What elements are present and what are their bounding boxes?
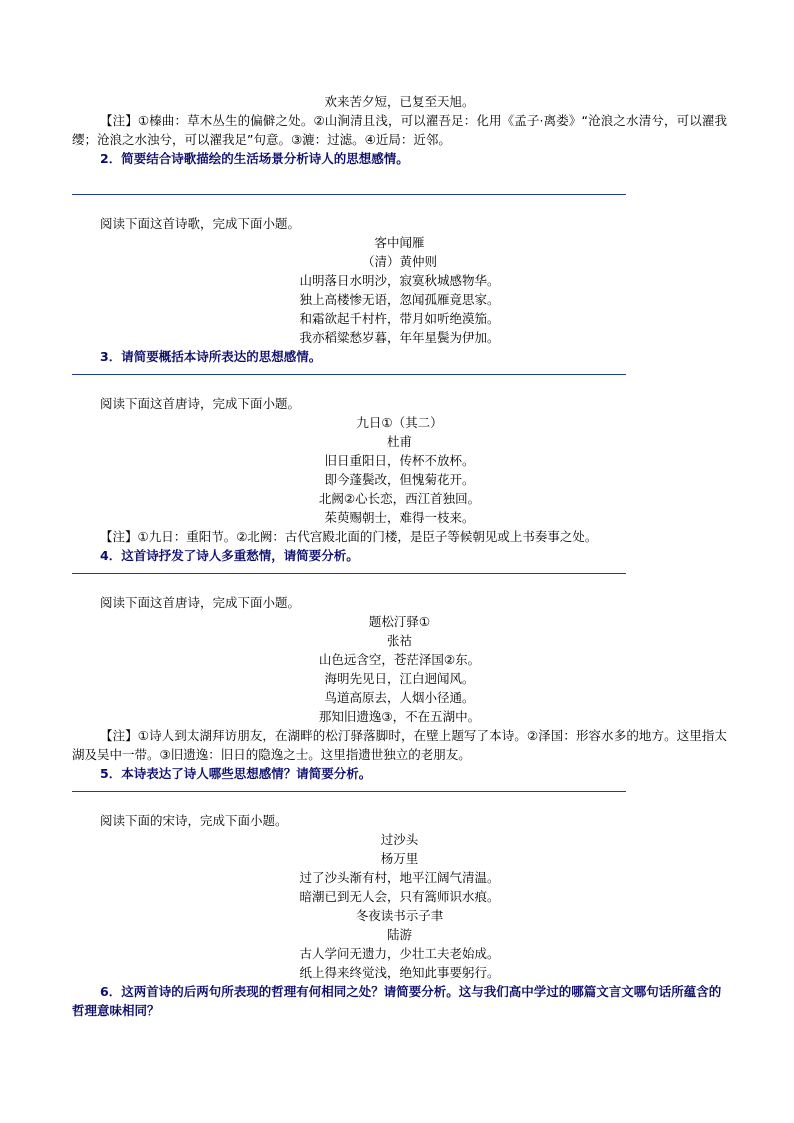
- poem-line: 我亦稻粱愁岁暮，年年星鬓为伊加。: [299, 330, 500, 345]
- question-6: 6．这两首诗的后两句所表现的哲理有何相同之处？请简要分析。这与我们高中学过的哪篇文言文哪句话所蕴含的哲理意味相同？: [72, 984, 722, 1018]
- poem-line: 过了沙头渐有村，地平江阔气清温。: [299, 870, 500, 885]
- poem-line: 旧日重阳日，传杯不放杯。: [324, 453, 475, 468]
- question-4: 4．这首诗抒发了诗人多重愁情，请简要分析。: [100, 548, 359, 563]
- section-intro: 阅读下面这首诗歌，完成下面小题。: [100, 216, 301, 231]
- poem-line: 山明落日水明沙，寂寞秋城感物华。: [299, 273, 500, 288]
- poem-author: 张祜: [386, 633, 412, 648]
- poem-author: 杜甫: [386, 434, 412, 449]
- poem-line: 那知旧遗逸③，不在五湖中。: [318, 709, 481, 724]
- poem-title: 客中闻雁: [374, 235, 425, 250]
- poem-line: 和霜欲起千村杵，带月如听绝漠笳。: [299, 311, 500, 326]
- poem-title: 题松汀驿①: [368, 614, 431, 629]
- annotation-note: 【注】①九日：重阳节。②北阙：古代宫殿北面的门楼，是臣子等候朝见或上书奏事之处。: [100, 529, 598, 544]
- poem-line: 古人学问无遗力，少壮工夫老始成。: [299, 946, 500, 961]
- poem-line: 海明先见日，江白迥闻风。: [324, 671, 475, 686]
- poem-line: 北阙②心长恋，西江首独回。: [318, 491, 481, 506]
- poem-line: 独上高楼惨无语，忽闻孤雁竟思家。: [299, 292, 500, 307]
- section-intro: 阅读下面的宋诗，完成下面小题。: [100, 813, 288, 828]
- annotation-note: 【注】①榛曲：草木丛生的偏僻之处。②山涧清且浅，可以濯吾足：化用《孟子·离娄》“沧浪之水清兮，可以濯我缨；沧浪之水浊兮，可以濯我足”句意。③漉：过滤。④近局：近邻。: [72, 113, 727, 147]
- poem-author: 杨万里: [380, 851, 419, 866]
- poem-title: 过沙头: [380, 832, 419, 847]
- question-5: 5．本诗表达了诗人哪些思想感情？请简要分析。: [100, 766, 372, 781]
- question-2: 2．简要结合诗歌描绘的生活场景分析诗人的思想感情。: [100, 151, 409, 166]
- document-page: [72, 92, 727, 1020]
- poem-line: 即今蓬鬓改，但愧菊花开。: [324, 472, 475, 487]
- poem-line: 鸟道高原去，人烟小径通。: [324, 690, 475, 705]
- section-intro: 阅读下面这首唐诗，完成下面小题。: [100, 595, 301, 610]
- poem-line: 纸上得来终觉浅，绝知此事要躬行。: [299, 965, 500, 980]
- section-intro: 阅读下面这首唐诗，完成下面小题。: [100, 396, 301, 411]
- poem-line: 暗潮已到无人会，只有篙师识水痕。: [299, 889, 500, 904]
- poem-author: （清）黄仲则: [361, 254, 437, 269]
- question-3: 3．请简要概括本诗所表达的思想感情。: [100, 349, 322, 364]
- poem-line: 欢来苦夕短，已复至天旭。: [324, 94, 475, 109]
- poem-title: 冬夜读书示子聿: [355, 908, 444, 923]
- poem-title: 九日①（其二）: [356, 415, 443, 430]
- annotation-note: 【注】①诗人到太湖拜访朋友，在湖畔的松汀驿落脚时，在壁上题写了本诗。②泽国：形容水多的地方。这里指太湖及吴中一带。③旧遗逸：旧日的隐逸之士。这里指遗世独立的老朋友。: [72, 728, 727, 762]
- poem-line: 山色远含空，苍茫泽国②东。: [318, 652, 481, 667]
- poem-line: 茱萸赐朝士，难得一枝来。: [324, 510, 475, 525]
- poem-author: 陆游: [386, 927, 412, 942]
